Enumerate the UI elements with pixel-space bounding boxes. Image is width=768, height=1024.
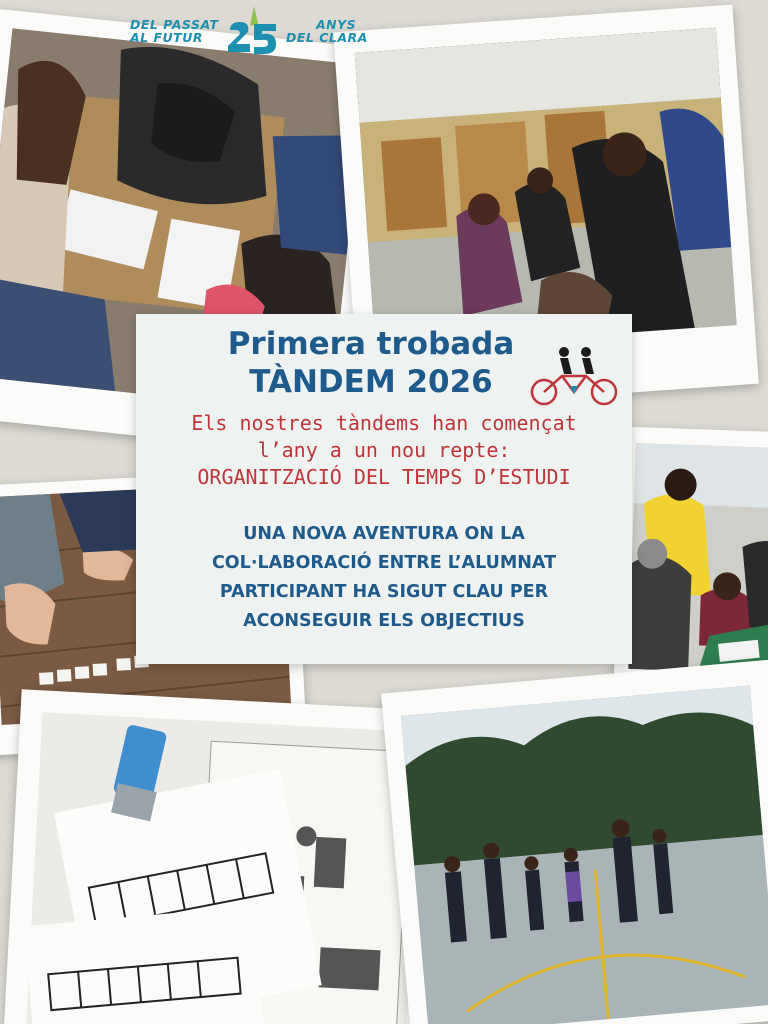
worksheets-and-map-photo xyxy=(26,712,422,1024)
card-subtitle xyxy=(136,410,632,491)
students-around-table-photo xyxy=(628,443,768,675)
photo-frame-mid-right xyxy=(614,427,768,694)
25-anniversary-logo-icon xyxy=(224,4,282,58)
subtitle-line2: l’any a un nou repte: xyxy=(257,438,511,462)
photo-frame-bottom-left xyxy=(3,689,441,1024)
logo-left-line1: DEL PASSAT xyxy=(130,17,219,32)
body-line1: UNA NOVA AVENTURA ON LA xyxy=(243,524,525,544)
school-anniversary-logo xyxy=(120,4,390,60)
logo-right-text xyxy=(286,18,368,44)
subtitle-line1: Els nostres tàndems han començat xyxy=(191,411,577,435)
card-title-line2: TÀNDEM 2026 xyxy=(249,364,493,400)
logo-right-line1: ANYS xyxy=(316,17,357,32)
logo-left-line2: AL FUTUR xyxy=(130,30,203,45)
photo-frame-bottom-right xyxy=(381,660,768,1024)
students-gathered-in-hallway-photo xyxy=(355,28,737,351)
body-line4: ACONSEGUIR ELS OBJECTIUS xyxy=(243,611,525,631)
tandem-bicycle-icon xyxy=(528,346,620,408)
card-title-line1: Primera trobada xyxy=(227,326,515,362)
body-line2: COL·LABORACIÓ ENTRE L’ALUMNAT xyxy=(211,553,557,573)
logo-right-line2: DEL CLARA xyxy=(286,30,368,45)
announcement-card xyxy=(136,314,632,664)
logo-left-text xyxy=(130,18,218,44)
subtitle-line3: ORGANITZACIÓ DEL TEMPS D’ESTUDI xyxy=(197,465,571,489)
students-in-schoolyard-photo xyxy=(401,686,768,1024)
body-line3: PARTICIPANT HA SIGUT CLAU PER xyxy=(219,582,549,602)
card-body-text xyxy=(136,520,632,636)
